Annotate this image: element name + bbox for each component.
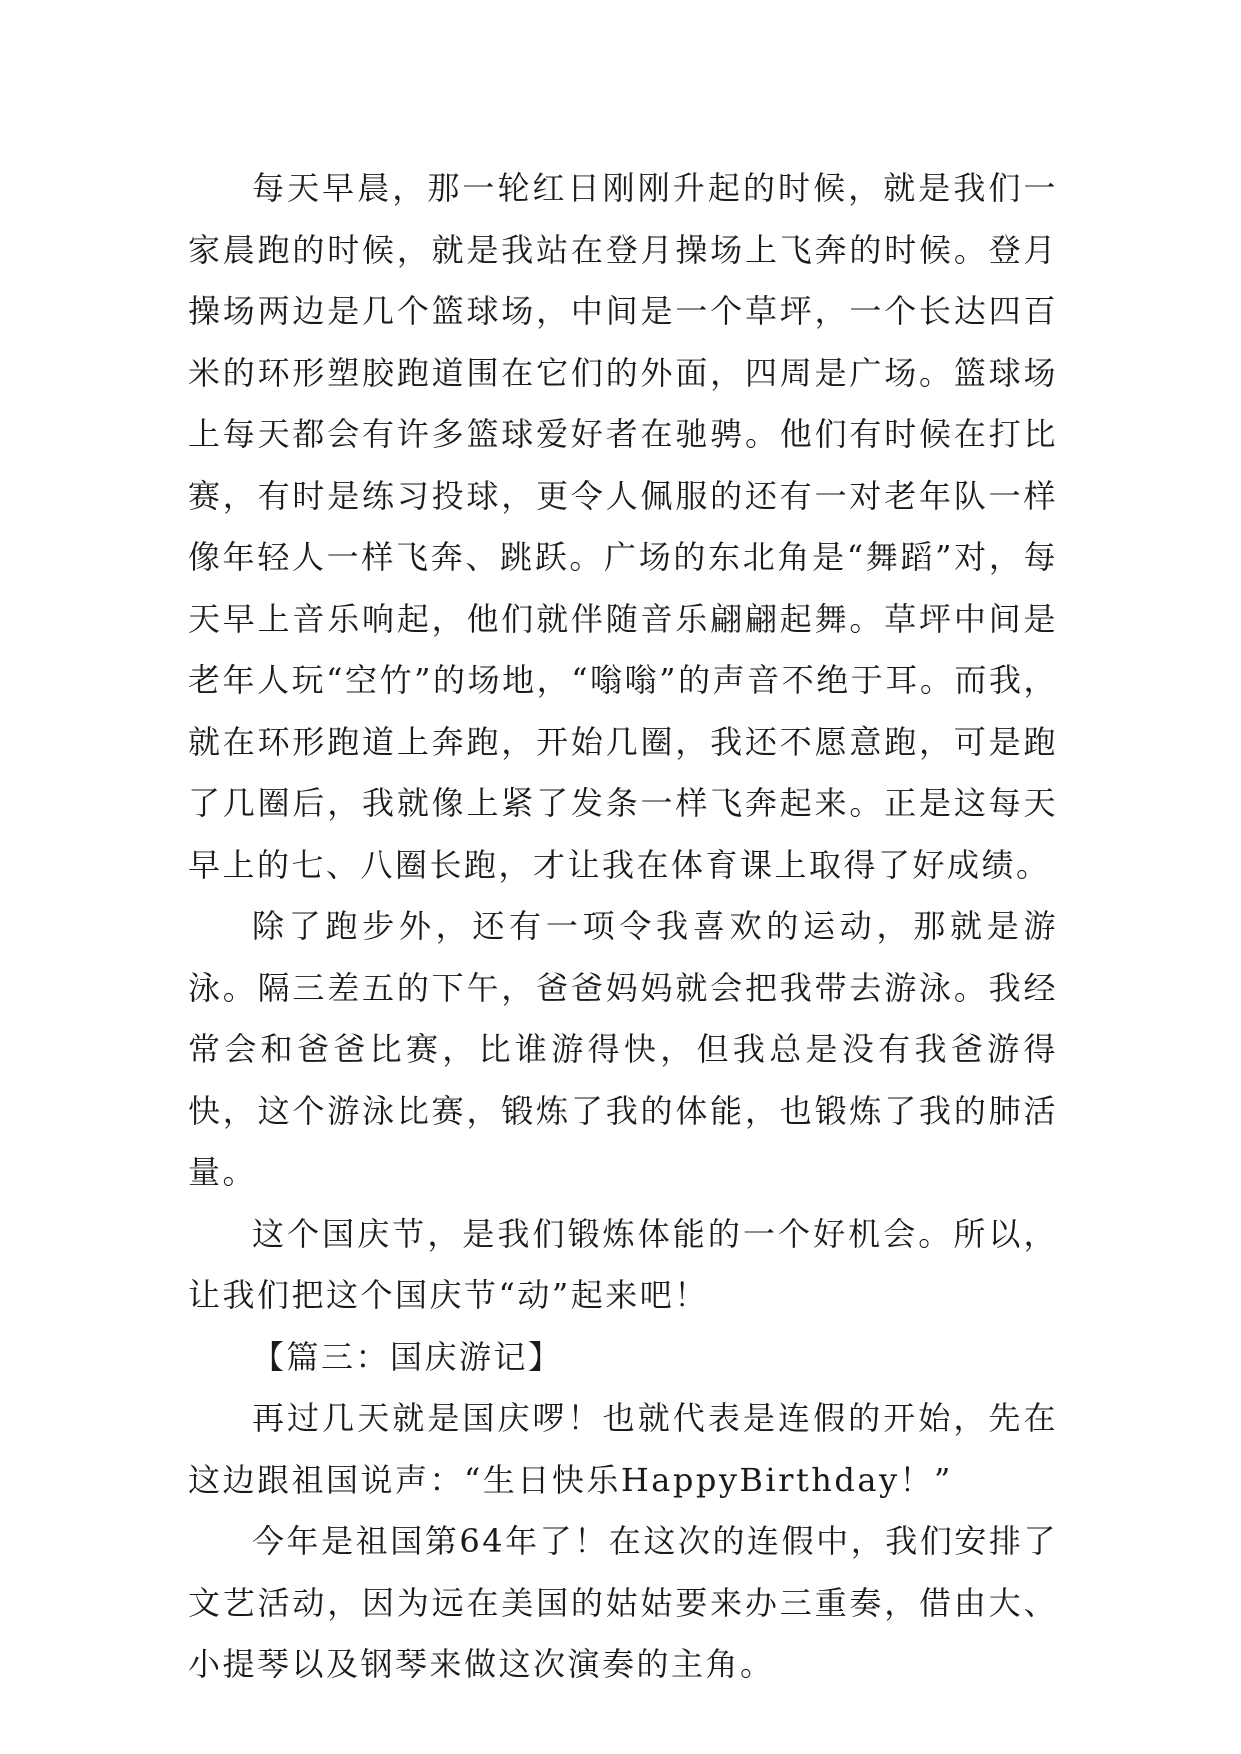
- document-body: [188, 158, 1058, 1696]
- section-heading: 【篇三：国庆游记】: [252, 1337, 563, 1376]
- paragraph-morning-run: 每天早晨，那一轮红日刚刚升起的时候，就是我们一家晨跑的时候，就是我站在登月操场上飞奔的时候。登月操场两边是几个篮球场，中间是一个草坪，一个长达四百米的环形塑胶跑道围在它们的外面，四周是广场。篮球场上每天都会有许多篮球爱好者在驰骋。他们有时候在打比赛，有时是练习投球，更令人佩服的还有一对老年队一样像年轻人一样飞奔、跳跃。广场的东北角是“舞蹈”对，每天早上音乐响起，他们就伴随音乐翩翩起舞。草坪中间是老年人玩“空竹”的场地，“嗡嗡”的声音不绝于耳。而我，就在环形跑道上奔跑，开始几圈，我还不愿意跑，可是跑了几圈后，我就像上紧了发条一样飞奔起来。正是这每天早上的七、八圈长跑，才让我在体育课上取得了好成绩。: [188, 169, 1058, 884]
- paragraph-national-day: 这个国庆节，是我们锻炼体能的一个好机会。所以，让我们把这个国庆节“动”起来吧！: [188, 1214, 1058, 1314]
- paragraph-swimming: 除了跑步外，还有一项令我喜欢的运动，那就是游泳。隔三差五的下午，爸爸妈妈就会把我带去游泳。我经常会和爸爸比赛，比谁游得快，但我总是没有我爸游得快，这个游泳比赛，锻炼了我的体能，也锻炼了我的肺活量。: [188, 907, 1058, 1191]
- paragraph-concert: 今年是祖国第64年了！在这次的连假中，我们安排了文艺活动，因为远在美国的姑姑要来办三重奏，借由大、小提琴以及钢琴来做这次演奏的主角。: [188, 1522, 1058, 1683]
- paragraph-holiday-start: 再过几天就是国庆啰！也就代表是连假的开始，先在这边跟祖国说声：“生日快乐HappyBirthday！”: [188, 1399, 1058, 1499]
